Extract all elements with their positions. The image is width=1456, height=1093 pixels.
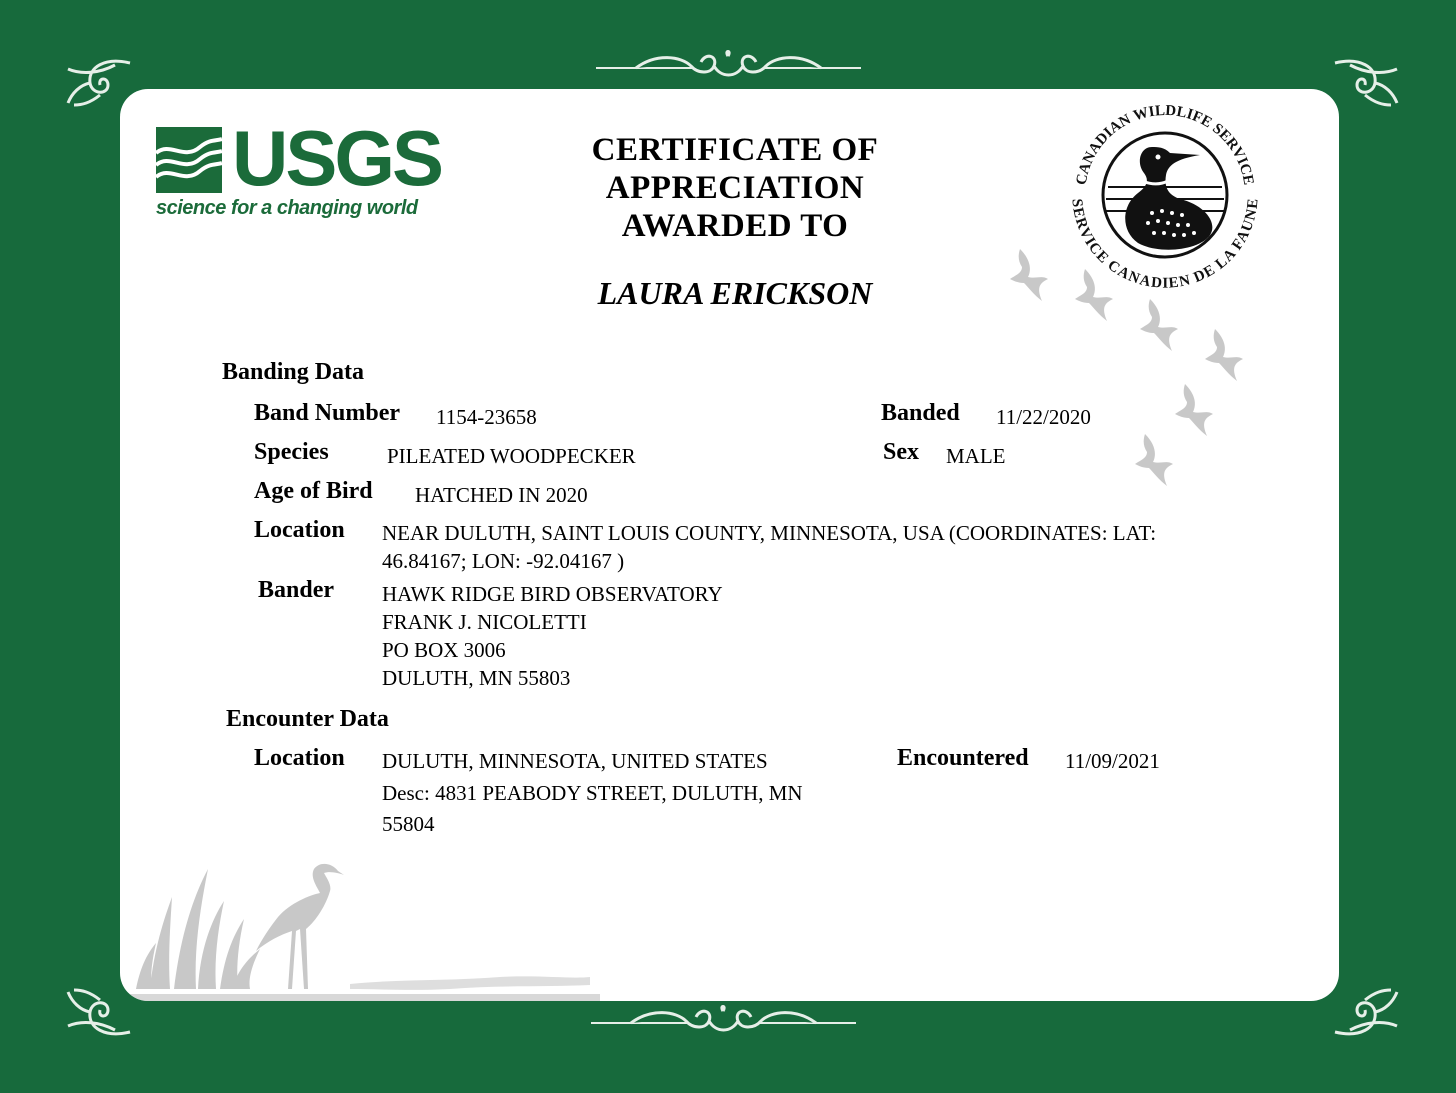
bander-line-3: PO BOX 3006 (382, 638, 506, 662)
encountered-value: 11/09/2021 (1065, 749, 1160, 773)
corner-flourish-icon (1325, 55, 1405, 110)
banded-value: 11/22/2020 (996, 405, 1091, 429)
center-scroll-icon (591, 1003, 856, 1043)
seal-top-text: CANADIAN WILDLIFE SERVICE (1073, 102, 1257, 187)
heron-icon (256, 864, 344, 989)
band-number-label: Band Number (254, 400, 401, 426)
encountered-label: Encountered (897, 745, 1029, 771)
heron-scene (120, 819, 600, 1001)
age-label: Age of Bird (254, 478, 373, 504)
corner-flourish-icon (1325, 985, 1405, 1040)
bander-label: Bander (258, 577, 335, 603)
species-label: Species (254, 439, 329, 465)
usgs-wordmark: USGS (232, 114, 442, 202)
encounter-location-value: DULUTH, MINNESOTA, UNITED STATES (382, 749, 768, 773)
seal-bottom-text: SERVICE CANADIEN DE LA FAUNE (1068, 198, 1262, 292)
encounter-location-label: Location (254, 745, 345, 771)
certificate-title (460, 131, 1010, 245)
encounter-desc-line-2: 55804 (382, 812, 435, 836)
species-value: PILEATED WOODPECKER (387, 444, 636, 468)
bander-line-4: DULUTH, MN 55803 (382, 666, 571, 690)
banding-location-label: Location (254, 517, 345, 543)
title-line-1: CERTIFICATE OF APPRECIATION (591, 132, 879, 206)
bander-line-1: HAWK RIDGE BIRD OBSERVATORY (382, 582, 723, 606)
recipient-name: LAURA ERICKSON (597, 275, 873, 311)
sex-value: MALE (946, 444, 1006, 468)
banding-location-line-1: NEAR DULUTH, SAINT LOUIS COUNTY, MINNESOTA, USA (COORDINATES: LAT: (382, 521, 1157, 545)
band-number-value: 1154-23658 (436, 405, 537, 429)
grass-icon (136, 869, 260, 989)
banding-location-line-2: 46.84167; LON: -92.04167 ) (382, 549, 625, 573)
encounter-desc-line-1: Desc: 4831 PEABODY STREET, DULUTH, MN (382, 781, 803, 805)
flying-bird-icon (1010, 249, 1243, 486)
usgs-wave-icon (156, 127, 222, 193)
age-value: HATCHED IN 2020 (415, 483, 588, 507)
flying-birds (1000, 239, 1260, 509)
sex-label: Sex (883, 439, 919, 465)
banding-data-heading: Banding Data (222, 359, 365, 385)
title-line-2: AWARDED TO (621, 208, 849, 244)
certificate-card (120, 89, 1339, 1001)
usgs-logo (120, 89, 440, 229)
banded-label: Banded (881, 400, 960, 426)
encounter-data-heading: Encounter Data (226, 706, 389, 732)
center-scroll-icon (596, 48, 861, 88)
usgs-tagline: science for a changing world (156, 197, 418, 219)
bander-line-2: FRANK J. NICOLETTI (382, 610, 587, 634)
